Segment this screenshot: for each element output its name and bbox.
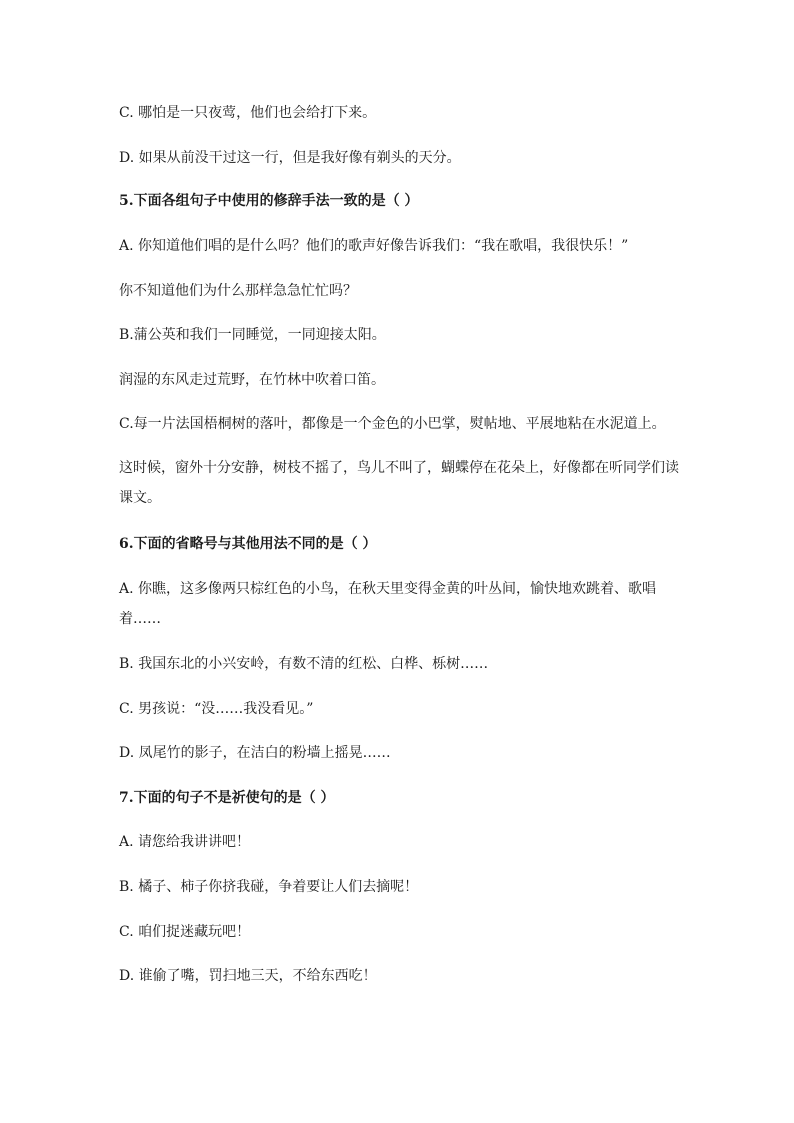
option-a-q7: A. 请您给我讲讲吧！ [119, 834, 251, 850]
option-d-q6: D. 凤尾竹的影子，在洁白的粉墙上摇晃…… [119, 745, 391, 761]
option-a-q6-line2: 着…… [119, 611, 161, 627]
option-d-q7: D. 谁偷了嘴，罚扫地三天，不给东西吃！ [119, 968, 377, 984]
option-c-q5-line1: C.每一片法国梧桐树的落叶，都像是一个金色的小巴掌，熨帖地、平展地粘在水泥道上。 [119, 416, 666, 432]
option-c-q5-line3: 课文。 [119, 490, 161, 506]
option-b-q6: B. 我国东北的小兴安岭，有数不清的红松、白桦、栎树…… [119, 656, 489, 672]
question-7-title: 7.下面的句子不是祈使句的是（ ） [119, 790, 335, 806]
option-d-q4: D. 如果从前没干过这一行，但是我好像有剃头的天分。 [119, 150, 461, 166]
option-b-q5-line1: B.蒲公英和我们一同睡觉，一同迎接太阳。 [119, 327, 386, 343]
option-a-q6-line1: A. 你瞧，这多像两只棕红色的小鸟，在秋天里变得金黄的叶丛间，愉快地欢跳着、歌唱 [119, 581, 657, 597]
option-c-q6: C. 男孩说：“没……我没看见。” [119, 701, 314, 717]
option-c-q7: C. 咱们捉迷藏玩吧！ [119, 924, 251, 940]
question-6-title: 6.下面的省略号与其他用法不同的是（ ） [119, 536, 377, 552]
option-b-q5-line2: 润湿的东风走过荒野，在竹林中吹着口笛。 [119, 372, 385, 388]
option-c-q5-line2: 这时候，窗外十分安静，树枝不摇了，鸟儿不叫了，蝴蝶停在花朵上，好像都在听同学们读 [119, 460, 679, 476]
option-a-q5-line1: A. 你知道他们唱的是什么吗？他们的歌声好像告诉我们：“我在歌唱，我很快乐！” [119, 238, 629, 254]
option-b-q7: B. 橘子、柿子你挤我碰，争着要让人们去摘呢！ [119, 879, 419, 895]
question-5-title: 5.下面各组句子中使用的修辞手法一致的是（ ） [119, 193, 419, 209]
option-a-q5-line2: 你不知道他们为什么那样急急忙忙吗？ [119, 283, 357, 299]
option-c-q4: C. 哪怕是一只夜莺，他们也会给打下来。 [119, 105, 377, 121]
